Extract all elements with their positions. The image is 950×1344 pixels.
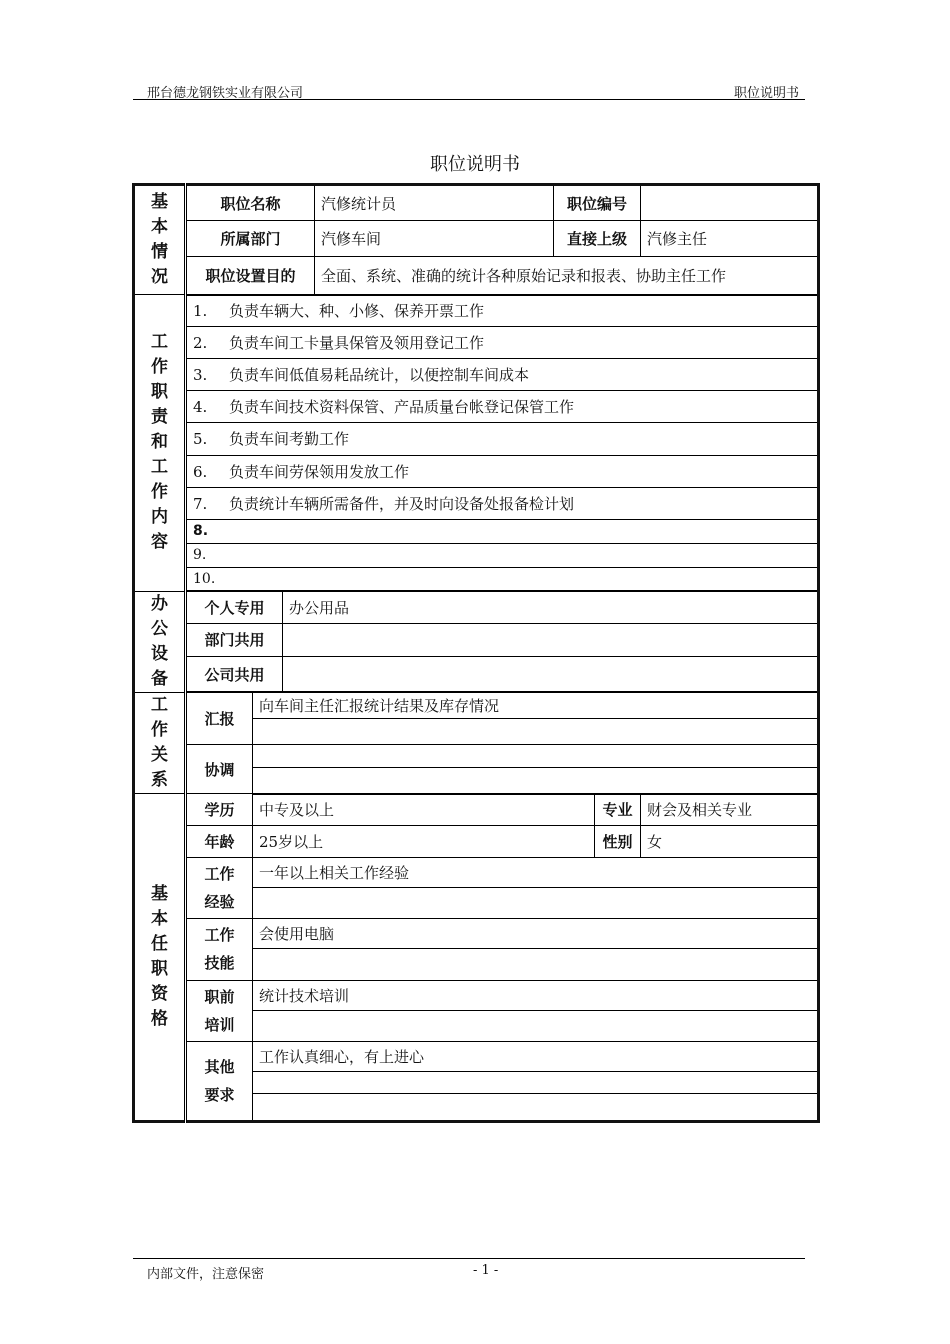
purpose-value: 全面、系统、准确的统计各种原始记录和报表、协助主任工作 bbox=[315, 257, 819, 295]
job-description-table bbox=[132, 183, 820, 1123]
duty-item: 2. 负责车间工卡量具保管及领用登记工作 bbox=[186, 327, 819, 359]
skills-label: 工作 技能 bbox=[186, 919, 253, 980]
purpose-label: 职位设置目的 bbox=[186, 257, 315, 295]
footer-note: 内部文件，注意保密 bbox=[147, 1267, 265, 1282]
position-name-label: 职位名称 bbox=[186, 185, 315, 221]
supervisor-value: 汽修主任 bbox=[641, 221, 819, 257]
section-duties: 工 作 职 责 和 工 作 内 容 bbox=[134, 295, 186, 592]
header-company: 邢台德龙钢铁实业有限公司 bbox=[147, 86, 304, 101]
duty-item: 1. 负责车辆大、种、小修、保养开票工作 bbox=[186, 295, 819, 327]
header-doc-type: 职位说明书 bbox=[734, 86, 800, 101]
duty-item: 8. bbox=[186, 519, 819, 543]
education-label: 学历 bbox=[186, 794, 253, 826]
coord-value bbox=[253, 745, 819, 768]
equipment-company-value bbox=[283, 656, 819, 692]
page-title: 职位说明书 bbox=[430, 154, 520, 175]
other-blank-line bbox=[253, 1071, 819, 1093]
experience-label: 工作 经验 bbox=[186, 858, 253, 919]
other-blank-line bbox=[253, 1093, 819, 1121]
report-value: 向车间主任汇报统计结果及库存情况 bbox=[253, 692, 819, 718]
duty-item: 4. 负责车间技术资料保管、产品质量台帐登记保管工作 bbox=[186, 391, 819, 423]
skills-value: 会使用电脑 bbox=[253, 919, 819, 949]
section-relations: 工 作 关 系 bbox=[134, 692, 186, 793]
equipment-personal-value: 办公用品 bbox=[283, 591, 819, 623]
education-value: 中专及以上 bbox=[253, 794, 595, 826]
footer-divider bbox=[133, 1258, 805, 1259]
major-value: 财会及相关专业 bbox=[641, 794, 819, 826]
duty-item: 6. 负责车间劳保领用发放工作 bbox=[186, 455, 819, 487]
training-label: 职前 培训 bbox=[186, 980, 253, 1041]
equipment-personal-label: 个人专用 bbox=[186, 591, 283, 623]
duty-item: 3. 负责车间低值易耗品统计，以便控制车间成本 bbox=[186, 359, 819, 391]
supervisor-label: 直接上级 bbox=[554, 221, 641, 257]
duty-item: 7. 负责统计车辆所需备件，并及时向设备处报备检计划 bbox=[186, 487, 819, 519]
training-value: 统计技术培训 bbox=[253, 980, 819, 1010]
equipment-department-value bbox=[283, 624, 819, 656]
major-label: 专业 bbox=[595, 794, 641, 826]
training-blank-line bbox=[253, 1010, 819, 1041]
gender-value: 女 bbox=[641, 826, 819, 858]
age-value: 25岁以上 bbox=[253, 826, 595, 858]
equipment-department-label: 部门共用 bbox=[186, 624, 283, 656]
department-label: 所属部门 bbox=[186, 221, 315, 257]
duty-item: 9. bbox=[186, 543, 819, 567]
section-equipment: 办 公 设 备 bbox=[134, 591, 186, 692]
equipment-company-label: 公司共用 bbox=[186, 656, 283, 692]
report-label: 汇报 bbox=[186, 692, 253, 744]
other-label: 其他 要求 bbox=[186, 1041, 253, 1121]
skills-blank-line bbox=[253, 949, 819, 980]
position-no-label: 职位编号 bbox=[554, 185, 641, 221]
section-basic: 基 本 情 况 bbox=[134, 185, 186, 295]
age-label: 年龄 bbox=[186, 826, 253, 858]
page-number: - 1 - bbox=[473, 1263, 499, 1278]
position-no-value bbox=[641, 185, 819, 221]
coord-blank-line bbox=[253, 768, 819, 794]
gender-label: 性别 bbox=[595, 826, 641, 858]
position-name-value: 汽修统计员 bbox=[315, 185, 554, 221]
other-value: 工作认真细心，有上进心 bbox=[253, 1041, 819, 1071]
department-value: 汽修车间 bbox=[315, 221, 554, 257]
experience-blank-line bbox=[253, 888, 819, 919]
report-blank-line bbox=[253, 719, 819, 745]
coord-label: 协调 bbox=[186, 745, 253, 794]
duty-item: 10. bbox=[186, 567, 819, 591]
section-qualifications: 基 本 任 职 资 格 bbox=[134, 794, 186, 1122]
header-divider bbox=[133, 99, 805, 100]
experience-value: 一年以上相关工作经验 bbox=[253, 858, 819, 888]
duty-item: 5. 负责车间考勤工作 bbox=[186, 423, 819, 455]
